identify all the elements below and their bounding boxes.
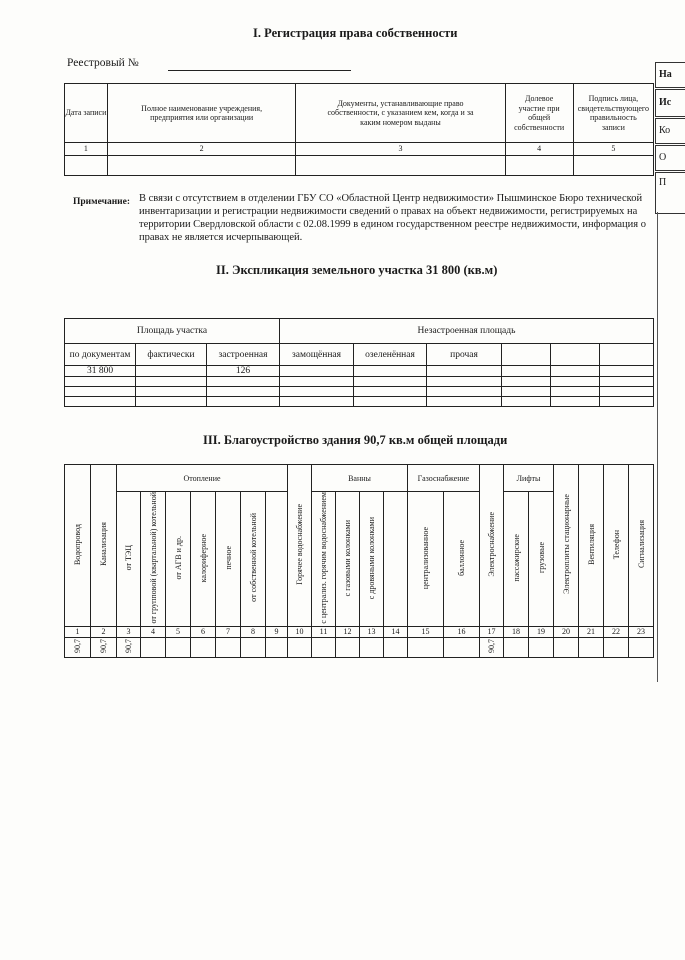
col-tec: от ТЭЦ	[117, 492, 141, 627]
section3-title: III. Благоустройство здания 90,7 кв.м общей площади	[203, 433, 508, 447]
edge-cell-4: О	[655, 145, 685, 171]
col-gas1: централизованное	[408, 492, 444, 627]
num-cell: 2	[107, 143, 296, 156]
header-docs: Документы, устанавливающие право собственности, с указанием кем, когда и за каким номером выданы	[296, 84, 505, 143]
col-paved: замощённая	[280, 344, 354, 366]
col-phone: Телефон	[604, 465, 629, 627]
col-agv: от АГВ и др.	[166, 492, 191, 627]
val-sewer: 90,7	[91, 637, 117, 657]
val-built: 126	[207, 366, 280, 377]
col-bath2: с газовыми колонками	[336, 492, 360, 627]
col-own-boiler: от собственной котельной	[241, 492, 266, 627]
col-green: озеленённая	[354, 344, 427, 366]
registry-label: Реестровый №	[67, 57, 139, 69]
col-other: прочая	[427, 344, 502, 366]
note-label: Примечание:	[73, 197, 131, 207]
land-table	[64, 318, 654, 407]
improvements-table	[64, 464, 654, 658]
header-org: Полное наименование учреждения, предприятия или организации	[107, 84, 296, 143]
ownership-table	[64, 83, 654, 176]
numbers-row: 1 2 3 4 5 6 7 8 9 10 11 12 13 14 15 16 17 18 19 20 21 22 23	[65, 626, 654, 637]
group-unbuilt: Незастроенная площадь	[280, 319, 654, 344]
col-electro: Электроснабжение	[480, 465, 504, 627]
edge-cell-1: На	[655, 62, 685, 88]
section2-title: II. Экспликация земельного участка 31 800 (кв.м)	[216, 263, 498, 277]
col-lift1: пассажирские	[504, 492, 529, 627]
edge-line	[657, 212, 658, 682]
val-docs: 31 800	[65, 366, 136, 377]
group-area: Площадь участка	[65, 319, 280, 344]
val-water: 90,7	[65, 637, 91, 657]
edge-cell-3: Ко	[655, 118, 685, 144]
col-alarm: Сигнализация	[629, 465, 654, 627]
section1-title: I. Регистрация права собственности	[253, 26, 458, 40]
values-row	[65, 637, 654, 657]
col-bath3: с дровяными колонками	[360, 492, 384, 627]
num-cell: 5	[573, 143, 653, 156]
num-cell: 3	[296, 143, 505, 156]
col-stoves: Электроплиты стационарные	[554, 465, 579, 627]
col-bath1: с централиз. горячим водоснабжением	[312, 492, 336, 627]
registry-line	[168, 70, 351, 71]
num-cell: 1	[65, 143, 108, 156]
edge-cell-2: Ис	[655, 89, 685, 117]
col-sewer: Канализация	[91, 465, 117, 627]
note-text: В связи с отсутствием в отделении ГБУ СО «Областной Центр недвижимости» Пышминское Бюро технической инвентаризации и регистрации недвижимости сведений о правах на объект недвижимости, регистрируемых на территории Свердловской области с 02.08.1999 в едином государственном реестре недвижимости, информация о правах не является исчерпывающей.	[139, 193, 646, 243]
col-actual: фактически	[136, 344, 207, 366]
col-built: застроенная	[207, 344, 280, 366]
group-gas: Газоснабжение	[408, 465, 480, 492]
header-date: Дата записи	[65, 84, 108, 143]
col-hot-water: Горячее водоснабжение	[288, 465, 312, 627]
col-docs: по документам	[65, 344, 136, 366]
val-electro: 90,7	[480, 637, 504, 657]
col-vent: Вентиляция	[579, 465, 604, 627]
num-cell: 4	[505, 143, 573, 156]
val-tec: 90,7	[117, 637, 141, 657]
col-stove: печное	[216, 492, 241, 627]
header-signature: Подпись лица, свидетельствующего правильность записи	[573, 84, 653, 143]
col-gas2: баллонное	[444, 492, 480, 627]
edge-cell-5: П	[655, 172, 685, 214]
col-group-boiler: от групповой (квартальной) котельной	[141, 492, 166, 627]
col-lift2: грузовые	[529, 492, 554, 627]
group-heating: Отопление	[117, 465, 288, 492]
group-lifts: Лифты	[504, 465, 554, 492]
header-share: Долевое участие при общей собственности	[505, 84, 573, 143]
col-water: Водопровод	[65, 465, 91, 627]
group-baths: Ванны	[312, 465, 408, 492]
col-calor: калориферное	[191, 492, 216, 627]
